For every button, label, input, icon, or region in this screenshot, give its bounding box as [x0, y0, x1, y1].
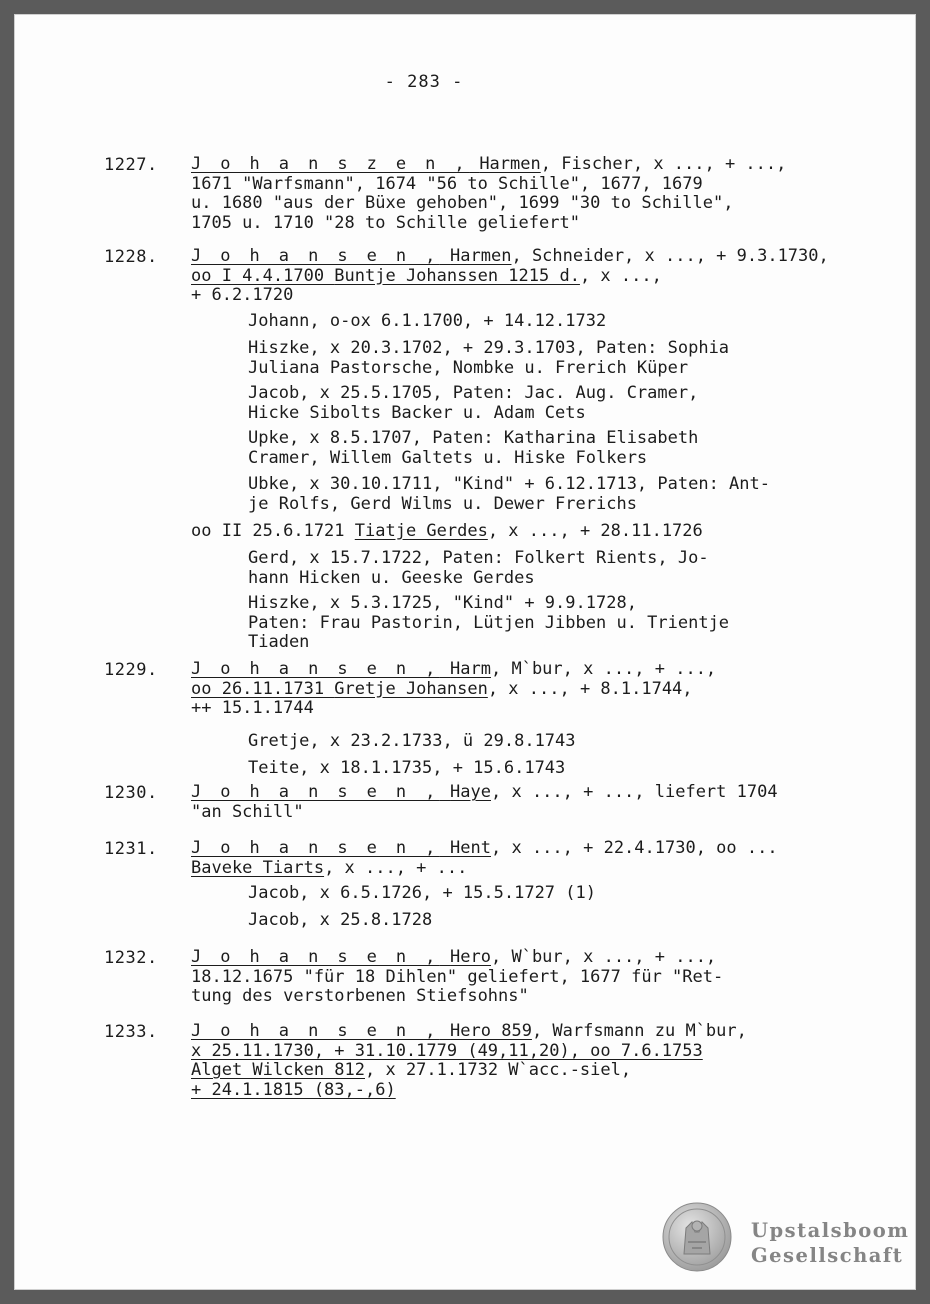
spouse-name: Tiatje Gerdes [354, 521, 488, 541]
child-entry: Ubke, x 30.10.1711, "Kind" + 6.12.1713, Paten: Ant- je Rolfs, Gerd Wilms u. Dewer Frerichs [248, 474, 770, 514]
entry-details: "an Schill" [191, 801, 304, 822]
entry-number: 1232. [104, 948, 158, 968]
entry-text: J o h a n s e n , Hero, W`bur, x ..., + ..., 18.12.1675 "für 18 Dihlen" geliefert, 1677 für "Ret- tung des verstorbenen Stiefsohns" [191, 947, 724, 1006]
child-entry: Teite, x 18.1.1735, + 15.6.1743 [248, 758, 566, 778]
surname: J o h a n s e n , [191, 1021, 440, 1041]
entry-details: 18.12.1675 "für 18 Dihlen" geliefert, 1677 für "Ret- tung des verstorbenen Stiefsohns" [191, 966, 724, 1006]
document-page [14, 14, 916, 1290]
surname: J o h a n s e n , [191, 947, 440, 967]
entry-text: J o h a n s e n , Hent, x ..., + 22.4.1730, oo ... Baveke Tiarts, x ..., + ... [191, 838, 778, 878]
seal-logo-icon [662, 1202, 732, 1272]
surname: J o h a n s e n , [191, 659, 440, 679]
spouse-name: Gretje Johansen [334, 678, 488, 699]
entry-number: 1233. [104, 1022, 158, 1042]
entry-details: 1671 "Warfsmann", 1674 "56 to Schille", 1677, 1679 u. 1680 "aus der Büxe gehoben", 1699 "30 to Schille", 1705 u. 1710 "28 to Schille geliefert" [191, 173, 734, 233]
given-name: Harmen [450, 246, 512, 266]
child-entry: Hiszke, x 5.3.1725, "Kind" + 9.9.1728, Paten: Frau Pastorin, Lütjen Jibben u. Trientje Tiaden [248, 593, 730, 652]
surname: J o h a n s e n , [191, 246, 440, 266]
entry-text: J o h a n s e n , Hero 859, Warfsmann zu M`bur, x 25.11.1730, + 31.10.1779 (49,11,20), oo 7.6.1753 Alget Wilcken 812, x 27.1.1732 W`acc.-siel, + 24.1.1815 (83,-,6) [191, 1021, 747, 1100]
spouse-name: Alget Wilcken 812 [191, 1060, 365, 1080]
given-name: Harm [450, 659, 491, 679]
surname: J o h a n s e n , [191, 838, 440, 858]
surname: J o h a n s z e n , [191, 154, 470, 174]
given-name: Harmen [479, 154, 541, 174]
entry-number: 1227. [104, 155, 158, 175]
second-marriage: oo II 25.6.1721 Tiatje Gerdes, x ..., + 28.11.1726 [191, 521, 703, 541]
child-entry: Gerd, x 15.7.1722, Paten: Folkert Rients, Jo- hann Hicken u. Geeske Gerdes [248, 548, 709, 588]
spouse-name: Buntje Johanssen 1215 d. [334, 265, 580, 286]
given-name: Hero 859 [450, 1021, 532, 1041]
entry-text: J o h a n s e n , Harm, M`bur, x ..., + ..., oo 26.11.1731 Gretje Johansen, x ..., + 8.1.1744, ++ 15.1.1744 [191, 659, 717, 718]
entry-number: 1231. [104, 839, 158, 859]
child-entry: Hiszke, x 20.3.1702, + 29.3.1703, Paten: Sophia Juliana Pastorsche, Nombke u. Frerich Küper [248, 338, 730, 378]
child-entry: Jacob, x 25.5.1705, Paten: Jac. Aug. Cramer, Hicke Sibolts Backer u. Adam Cets [248, 383, 699, 423]
child-entry: Jacob, x 25.8.1728 [248, 910, 433, 930]
spouse-name: Baveke Tiarts [191, 857, 325, 878]
entry-number: 1229. [104, 660, 158, 680]
child-entry: Upke, x 8.5.1707, Paten: Katharina Elisabeth Cramer, Willem Galtets u. Hiske Folkers [248, 428, 699, 468]
entry-number: 1228. [104, 247, 158, 267]
child-entry: Gretje, x 23.2.1733, ü 29.8.1743 [248, 731, 576, 751]
entry-text: J o h a n s e n , Haye, x ..., + ..., liefert 1704 "an Schill" [191, 782, 778, 822]
page-number: - 283 - [384, 72, 464, 92]
entry-text: J o h a n s e n , Harmen, Schneider, x ..., + 9.3.1730, oo I 4.4.1700 Buntje Johanssen 1215 d., x ..., + 6.2.1720 [191, 246, 829, 305]
given-name: Hero [450, 947, 491, 967]
child-entry: Johann, o-ox 6.1.1700, + 14.12.1732 [248, 311, 607, 331]
entry-text: J o h a n s z e n , Harmen, Fischer, x ..., + ..., 1671 "Warfsmann", 1674 "56 to Schille", 1677, 1679 u. 1680 "aus der Büxe gehoben", 1699 "30 to Schille", 1705 u. 1710 "28 to Schille geliefert" [191, 154, 787, 233]
entry-number: 1230. [104, 783, 158, 803]
given-name: Hent [450, 838, 491, 858]
child-entry: Jacob, x 6.5.1726, + 15.5.1727 (1) [248, 883, 596, 903]
given-name: Haye [450, 782, 491, 802]
surname: J o h a n s e n , [191, 782, 440, 802]
watermark-text: Upstalsboom Gesellschaft [751, 1219, 910, 1267]
